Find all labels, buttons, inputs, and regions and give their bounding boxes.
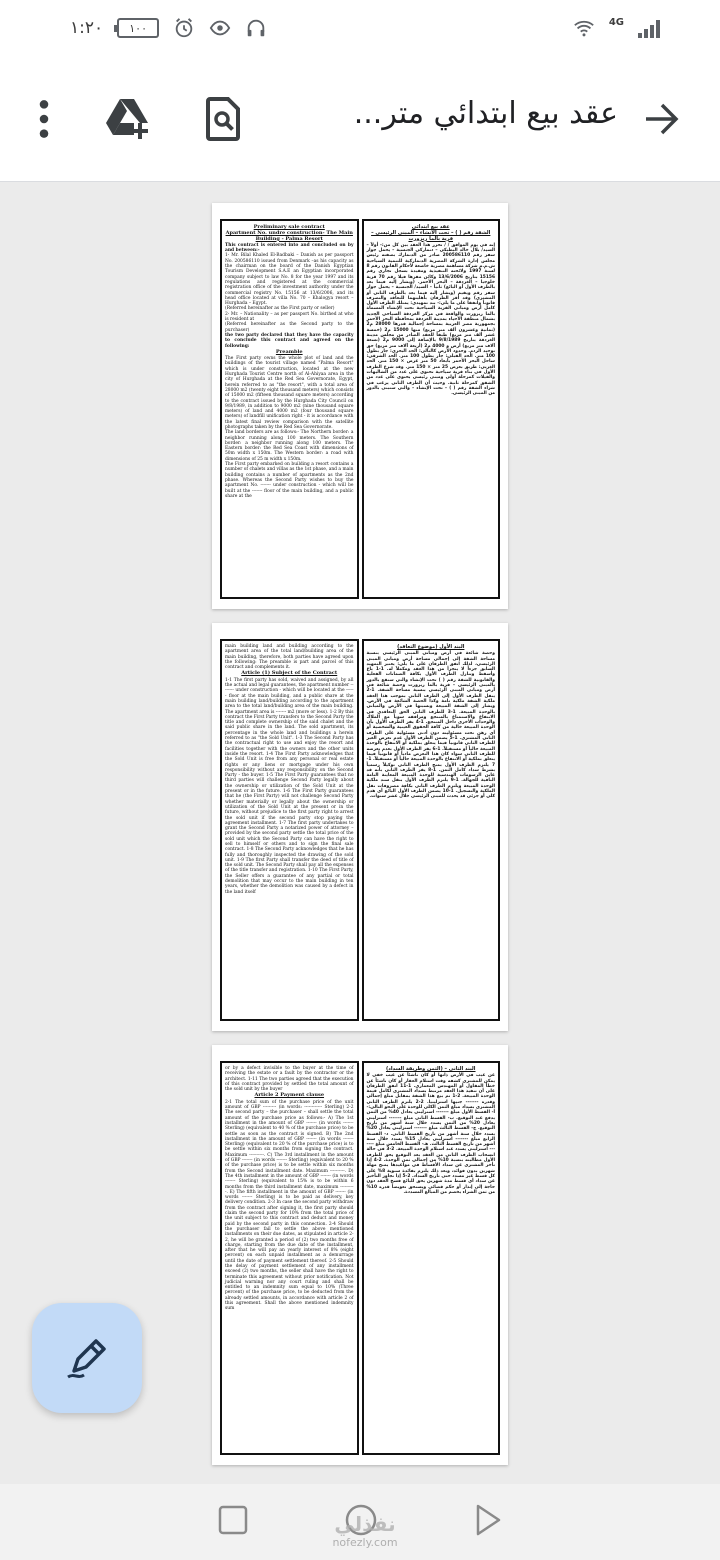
arabic-heading: عقد بيع ابتدائي (411, 224, 450, 230)
arabic-body: وحصة شائعة في أرض ومباني المبنى الرئيسي بنسبة مساحة الشقة إلى إجمالي مساحة أرض ومباني المبنى الرئيسي، لذلك اتفق الطرفان على ما يلي: يعتبر التمهيد السابق جزءاً لا يتجزأ من هذا العقد ومكملاً له. 1-1 باع وأسقط وتنازل الطرف الأول بكافة الضمانات الفعلية والقانونية للشقة رقم ( ) تحت الإنشاء والتي ستقع بالدور بالمبنى الرئيسي – قرية بالما ريزورت وحصة شائعة في أرض ومباني المبنى الرئيسي بنسبة مساحة الشقة. 1-2 ينقل الطرف الأول إلى الطرف الثاني بموجب هذا العقد ملكية الشقة ملكية تامة وكذا الحصة الشائعة في الأرض. ويشار إلى الشقة المبيعة ونسبتها في الأرض والمباني بالوحدة المبيعة. 1-3 للطرف الثاني الحق التعاقدي في الانتفاع والاستمتاع بالمنتجع ومرافقه سوياً مع الملاك والوحدات الأخرى داخل المنتجع. 1-4 يقر الطرف الأول بأن الوحدة المبيعة خالية من كافة الحقوق العينية والشخصية أو أي رهن تحت مسئوليته دون أدنى مسئولية على الطرف الثاني المشتري. 1-5 يضمن الطرف الأول عدم تعرض الغير للطرف الثاني قانونياً فيما يتعلق بملكية أو الانتفاع بالوحدة المبيعة حالياً أو مستقبلاً. 1-6 يقر الطرف الأول بعدم تعرضه للطرف الثاني سواء كان هذا التعرض مادياً أو قانونياً فيما يتعلق بملكية أو الانتفاع بالوحدة المبيعة حالياً أو مستقبلاً. 1-7 يلتزم الطرف الأول بمنح الطرف الثاني توكيلاً رسمياً بشرط سداد كامل الثمن. 1-8 يقر الطرف الثاني بأنه قد عاين الرسومات الهندسية للوحدة المبيعة المعاينة التامة النافية للجهالة. 1-9 يلتزم الطرف الأول بنقل سند ملكية الوحدة المبيعة ويلتزم الطرف الثاني بكافة مصروفات نقل الملكية والتسجيل. 1-10 يضمن الطرف الأول البائع أي هدم كلي أو جزئي قد يحدث للمبنى الرئيسي خلال عشر سنوات. (366, 651, 495, 800)
article-body: 2-1 The total sum of the purchase price of the unit amount of GBP --------- (in words: ------------ Sterling) 2-2 The second party – the purchaser – shall settle the total amount of the purchase price as follows:- A) The 1st installment in the amount of GBP ------- (in words ------- Sterling) (equivalent to 40 % of the purchase price) to be settle as soon as the contract is signed. B) The 2nd installment in the amount of GBP ------- (in words ------- Sterling) (equivalent to 20 % of the purchase price) is to be settle within six months from signing the contract. Maximum ----------. C) The 3rd installment in the amount of GBP ------- (in words ------- Sterling) (equivalent to 20 % of the purchase price) is to be settle within six months from the Second installment date. Maximum ----------. D) The 4th installment in the amount of GBP ------- (in words ------- Sterling) (equivalent to 15% is to be within 6 months from the third installment date, maximum ----------. E) The fifth installment in the amount of GBP ------- (in words ------- Sterling) is to be paid as delivery, key delivery condition. 2-3 In case the second party withdraw from the contract after signing it, the first party should claim the second party for 10% from the total price of the unit subject to this contract and deduct and money paid by the second party in this connection. 2-4 Should the purchaser fail to settle the above mentioned installments on their due dates, as stipulated in article 2-2, he will be granted a period of (2) two months free of charge, starting from the due date of the installment, after that he will pay an yearly interest of 8% (eight percent) on each unpaid installment as a demurrage until the date of payment settlement thereof. 2-5 Should the delay of payment settlement of any installment exceed (2) two months, the seller shall have the right to terminate this agreement without prior notification. Not judicial warning nor any court ruling and shall be entitled to an indemnity sum equal to 10% (Three percent) of the purchase price, to be deducted from the already settled amounts, in accordance with article 2 of this agreement. Shall the above mentioned indemnity sum (225, 1099, 354, 1312)
drive-add-icon (104, 97, 152, 141)
back-button[interactable] (634, 91, 690, 147)
arabic-column (362, 219, 501, 599)
party-two-text: 2- Mr. – Nationality – as per passport No. birthed at who is resident at (225, 311, 354, 323)
status-left-group (70, 17, 267, 39)
more-options-button[interactable] (16, 91, 72, 147)
page-columns (220, 219, 500, 599)
watermark (300, 1512, 430, 1549)
arrow-back-icon (644, 103, 680, 135)
party-two-note: (Referred hereinafter as the Second party to the purchaser) (225, 322, 354, 333)
preamble-text: The First party owns the whole plot of land and the buildings of the tourist village named "Palma Resort" which is under construction, located at the new Hurghada Tourist Centre north of Al-Ahiyaa area in the city of Hurghada at the Red Sea Governorate, Egypt, herein referred to as "the resort", with a total area of 28000 m2 (twenty eight thousand meters) which consists of 15000 m2 (fifteen thousand square meters) according to the contract issued by the Hurghada City Council on 9/8/1989, in addition to 9000 m2 (nine thousand square meters) of land and 4000 m2 (four thousand square meters) of landfill unification right - it is accordance with the latest final review comparison with the satellite photographs taken by the Red Sea Governorate. (225, 356, 354, 430)
battery-icon (117, 18, 159, 38)
article-heading: Article 2 Payment clause (254, 1092, 325, 1099)
arabic-column (362, 1061, 501, 1455)
recent-apps-button[interactable] (217, 1504, 249, 1540)
status-time: ١:٢٠ (70, 18, 104, 38)
arabic-heading: البند الثاني – (الثمن وطريقة السداد) (385, 1066, 476, 1072)
page-columns (220, 1061, 500, 1455)
contract-heading: Preliminary sale contract (253, 224, 325, 230)
contract-subheading: Apartment No. undre construction- The Main Building - Palma Resort (225, 230, 353, 242)
borders-text: The land borders are as follows:- The Northern border: a neighbor running along 100 meters. The Southern border: a neighbor running along 100 meters. The Eastern border: the Red Sea Coast with dimensions of 50m width x 150m. The Western border: a road with dimensions of 25 m width x 150m. (225, 430, 354, 462)
preamble-title: Preamble (275, 348, 303, 355)
status-right-group (573, 17, 660, 39)
document-title: عقد بيع ابتدائي متر... (353, 96, 618, 131)
page-intro: main building land and building according to the apartment area of the total land/building area of the main building, therefore, both parties have agreed upon the following: The preamble is part and parcel of this contract and complements it. (225, 644, 354, 671)
article-body: 1-1 The first party has sold, waived and assigned, by all the actual and legal guarantees, the apartment number -------- under construction - which will be located at the ------ floor at the main building, and a public share at the main building land/building according to the apartment area to the total land/building area of the main building. The apartment area is ------- m2 (more or less). 1-2 By this contract the First Party transfers to the Second Party the title and complete ownership of the said chalet and the said public share in the land. The sold apartment, its percentage in the whole land and buildings a herein referred to as "the Sold Unit". 1-3 The Second Party has the contractual right to use and enjoy the resort and facilities together with the owners and the other units inside the resort. 1-4 The First Party acknowledges that the Sold Unit is free from any personal or real estate rights or any liens or mortgage under his own responsibility without any responsibility on the Second Party - the buyer. 1-5 The First Party guarantees that no third parties will challenge Second Party legally about the ownership or utilization of the Sold Unit at the present or in the future. 1-6 The First Party guarantees that he (the First Party) will not challenge Second Party whether materially or legally about the ownership or utilization of the Sold Unit at the present or in the future, without prejudice to the first party right to arrest the sold unit if the second party stop paying the agreement installment. 1-7 The first party undertakes to grant the Second Party a notarized power of attorney – provided by the second party settle the total price of the sold unit which the Second Party can have the right to sell to himself or others and to sign the final sale contract. 1-8 The Second Party acknowledges that he has fully and thoroughly inspected the drawing of the sold unit. 1-9 The first Party shall transfer the deed of title of the sold unit. The Second Party shall pay all the expenses of the title transfer and registration. 1-10 The First Party, the Seller offers a guarantee of any partial or total demolition that may occur to the main building in ten years, whether the demolition was caused by a defect in the land itself (225, 677, 354, 895)
add-to-drive-button[interactable] (100, 91, 156, 147)
capacity-declaration: the two party declared that they have the capacity to conclude this contract and agreed on the following: (225, 332, 354, 349)
english-column (220, 1061, 359, 1455)
find-in-page-button[interactable] (196, 91, 252, 147)
wifi-icon (573, 17, 595, 39)
more-vert-icon (30, 99, 58, 139)
alarm-icon (173, 17, 195, 39)
arabic-body: إنه في يوم الموافق / / تحرر هذا العقد بين كل من:- أولاً – السيد/ بلال خالد البطبكي – دنماركي الجنسية – يحمل جواز سفر رقم 200586110 صادر من الدنمارك بصفته رئيس مجلس إدارة الشركة المصرية الدنماركية للتنمية السياحية ش.م.م شركة مساهمة مصرية خاضعة لأحكام القانون رقم 8 لسنة 1997 ولائحته التنفيذية ومقيدة بسجل تجاري رقم 15156 بتاريخ 13/6/2006 وكائن مقرها فيلا رقم 70 قرية خلوجيا – الغردقة – البحر الأحمر. (ويشار إليه فيما بعد بالطرف الأول أو البائع) ثانياً – السيد/ الجنسية – يحمل جواز سفر رقم ويقيم (ويشار إليه فيما بعد بالطرف الثاني أو المشتري) وقد أقر الطرفان بأهليتهما للتعاقد والتصرف قانوناً واتفقا على ما يلي:- بند تمهيدي: يمتلك الطرف الأول كامل أرض ومباني القرية السياحية تحت الإنشاء المسماة بالما ريزورت والواقعة في مركز الغردقة السياحي الجديد بشمال منطقة الأحياء بمدينة الغردقة بمحافظة البحر الأحمر بجمهورية مصر العربية بمساحة إجمالية قدرها 28000 م2 (ثمانية وعشرون ألف متر مربع) منها 15000 م2 (خمسة عشر ألف متر مربع) طبقاً للعقد الصادر من مجلس مدينة الغردقة بتاريخ 9/8/1989 بالإضافة إلى 9000 م2 (تسعة آلاف متر مربع) أرض و 4000 م2 (أربعة آلاف متر مربع) حق توحيد الردم. وحدود الأرض كالتالي: الحد البحري: جار بطول 100 متر. الحد القبلي: جار بطول 100 متر. الحد الشرقي: ساحل البحر الأحمر بأبعاد 50 متر عرض × 150 متر. الحد الغربي: طريق بعرض 25 متر × 150 متر. وقد شرع الطرف الأول في بناء قرية سياحية تحتوي على عدد من الشاليهات والفيلات كمرحلة أولى ومبنى رئيسي يحتوي على عدد من الشقق كمرحلة ثانية. وحيث أن الطرف الثاني يرغب في شراء الشقة رقم ( ) – تحت الإنشاء – والتي ستبنى بالدور من المبنى الرئيسي. (366, 242, 496, 397)
document-viewer[interactable] (0, 183, 720, 1483)
document-page-1 (212, 203, 508, 609)
network-type: 4G (608, 17, 624, 28)
arabic-heading: البند الأول (موضوع التعاقد) (397, 644, 465, 650)
english-column (220, 219, 359, 599)
find-in-page-icon (206, 97, 242, 141)
edit-fab-button[interactable] (32, 1303, 142, 1413)
back-nav-button[interactable] (473, 1503, 503, 1541)
contract-intro: This contract is entered into and concluded on by and between:- (225, 242, 354, 254)
top-app-bar (0, 56, 720, 182)
arabic-subheading: الشقة رقم ( ) – تحت الانشاء – المبنى الرئيسي – قرية بالما ريزورت (371, 230, 491, 242)
party-one-note: (Referred hereinafter as the First party or seller) (225, 306, 335, 312)
back-triangle-icon (473, 1503, 503, 1537)
edit-pen-icon (64, 1335, 110, 1381)
watermark-logo: نفذلي (334, 1512, 396, 1536)
arabic-body: عن عيب في الأرض ذاتها أو كان ناشئاً عن عيب خفي لا يمكن للمشتري كشفه وقت استلام العقار أو كان ناشئاً عن خطأ المقاول أو المهندس المعماري. 1-11 اتفق الطرفان على أن تنفيذ هذا العقد مرتبط بسداد المشتري لكامل قيمة الوحدة المبيعة. 2-1 تم بيع هذا الشقة بمقابل مبلغ إجمالي وقدره ------- جنيها استرلينيا. 2-2 يلتزم الطرف الثاني المشتري بسداد مبلغ الثمن الكلي للوحدة على النحو التالي:- أ- القسط الأول مبلغ ------- استرليني يعادل 40% من الثمن يدفع عند التوقيع. ب- القسط الثاني مبلغ ------- استرليني يعادل 20% من الثمن يسدد خلال ستة أشهر من تاريخ التوقيع. ج- القسط الثالث مبلغ ------- استرليني يعادل 20% يسدد خلال ستة أشهر من تاريخ القسط الثاني. د- القسط الرابع مبلغ ------- استرليني يعادل 15% يسدد خلال ستة أشهر من تاريخ القسط الثالث. هـ- القسط الخامس مبلغ ------- استرليني يسدد عند استلام الوحدة المبيعة. 2-3 في حالة انسحاب الطرف الثاني من العقد بعد التوقيع يحق للطرف الأول مطالبته بنسبة 10% من إجمالي ثمن الوحدة. 2-4 إذا تأخر المشتري عن سداد الأقساط في مواعيدها يمنح مهلة شهرين بدون فوائد، وبعد ذلك يلتزم بفائدة سنوية 8% على كل قسط غير مسدد حتى تاريخ السداد. 2-5 إذا تجاوز التأخير عن سداد أي قسط مدة شهرين يحق للبائع فسخ العقد دون حاجة إلى إنذار أو حكم قضائي ويستحق تعويضاً قدره 10% من ثمن الشراء يخصم من المبالغ المسددة. (366, 1073, 496, 1195)
battery-level: ١٠٠ (129, 21, 147, 35)
project-text: The First party embarked on building a resort contains a number of chalets and villas as the 1st phase, and a main building contains a number of apartments as the 2nd phase. Whereas the Second Party wishes to buy the apartment No. ------- under construction - which will be built at the ------- floor of the main building, and a public share at the (225, 462, 354, 499)
status-bar (0, 0, 720, 56)
party-one-text: 1- Mr. Bilal Khaled El-Badbaki – Danish as per passport No. 200586110 issued from Denmark –as his capacity as the chairman on the board of the Danish Egyptian Tourism Development S.A.E an Egyptian incorporated company subject to law No. 8 for the year 1997 and its regulations and registered at the commercial registration office of the investment authority under the commercial registry No. 15156 at 13/6/2006, and its head office located at villa No. 70 – Khalogya resort – Hurghada – Egypt. (225, 253, 354, 307)
watermark-url: nofezly.com (332, 1536, 398, 1549)
headset-icon (245, 17, 267, 39)
eye-comfort-icon (209, 17, 231, 39)
page-columns (220, 639, 500, 1021)
document-page-3 (212, 1045, 508, 1465)
recent-apps-icon (217, 1504, 249, 1536)
english-column (220, 639, 359, 1021)
signal-icon (638, 18, 660, 38)
page-intro: or by a defect invisible to the buyer at the time of receiving the estate or a fault by the contractor or the architect. 1-11 The two parties agreed that the execution of this contract provided by settled the total amount of the sold unit by the buyer (225, 1066, 354, 1093)
document-page-2 (212, 623, 508, 1031)
arabic-column (362, 639, 501, 1021)
article-heading: Article (1) Subject of the Contract (241, 670, 338, 677)
